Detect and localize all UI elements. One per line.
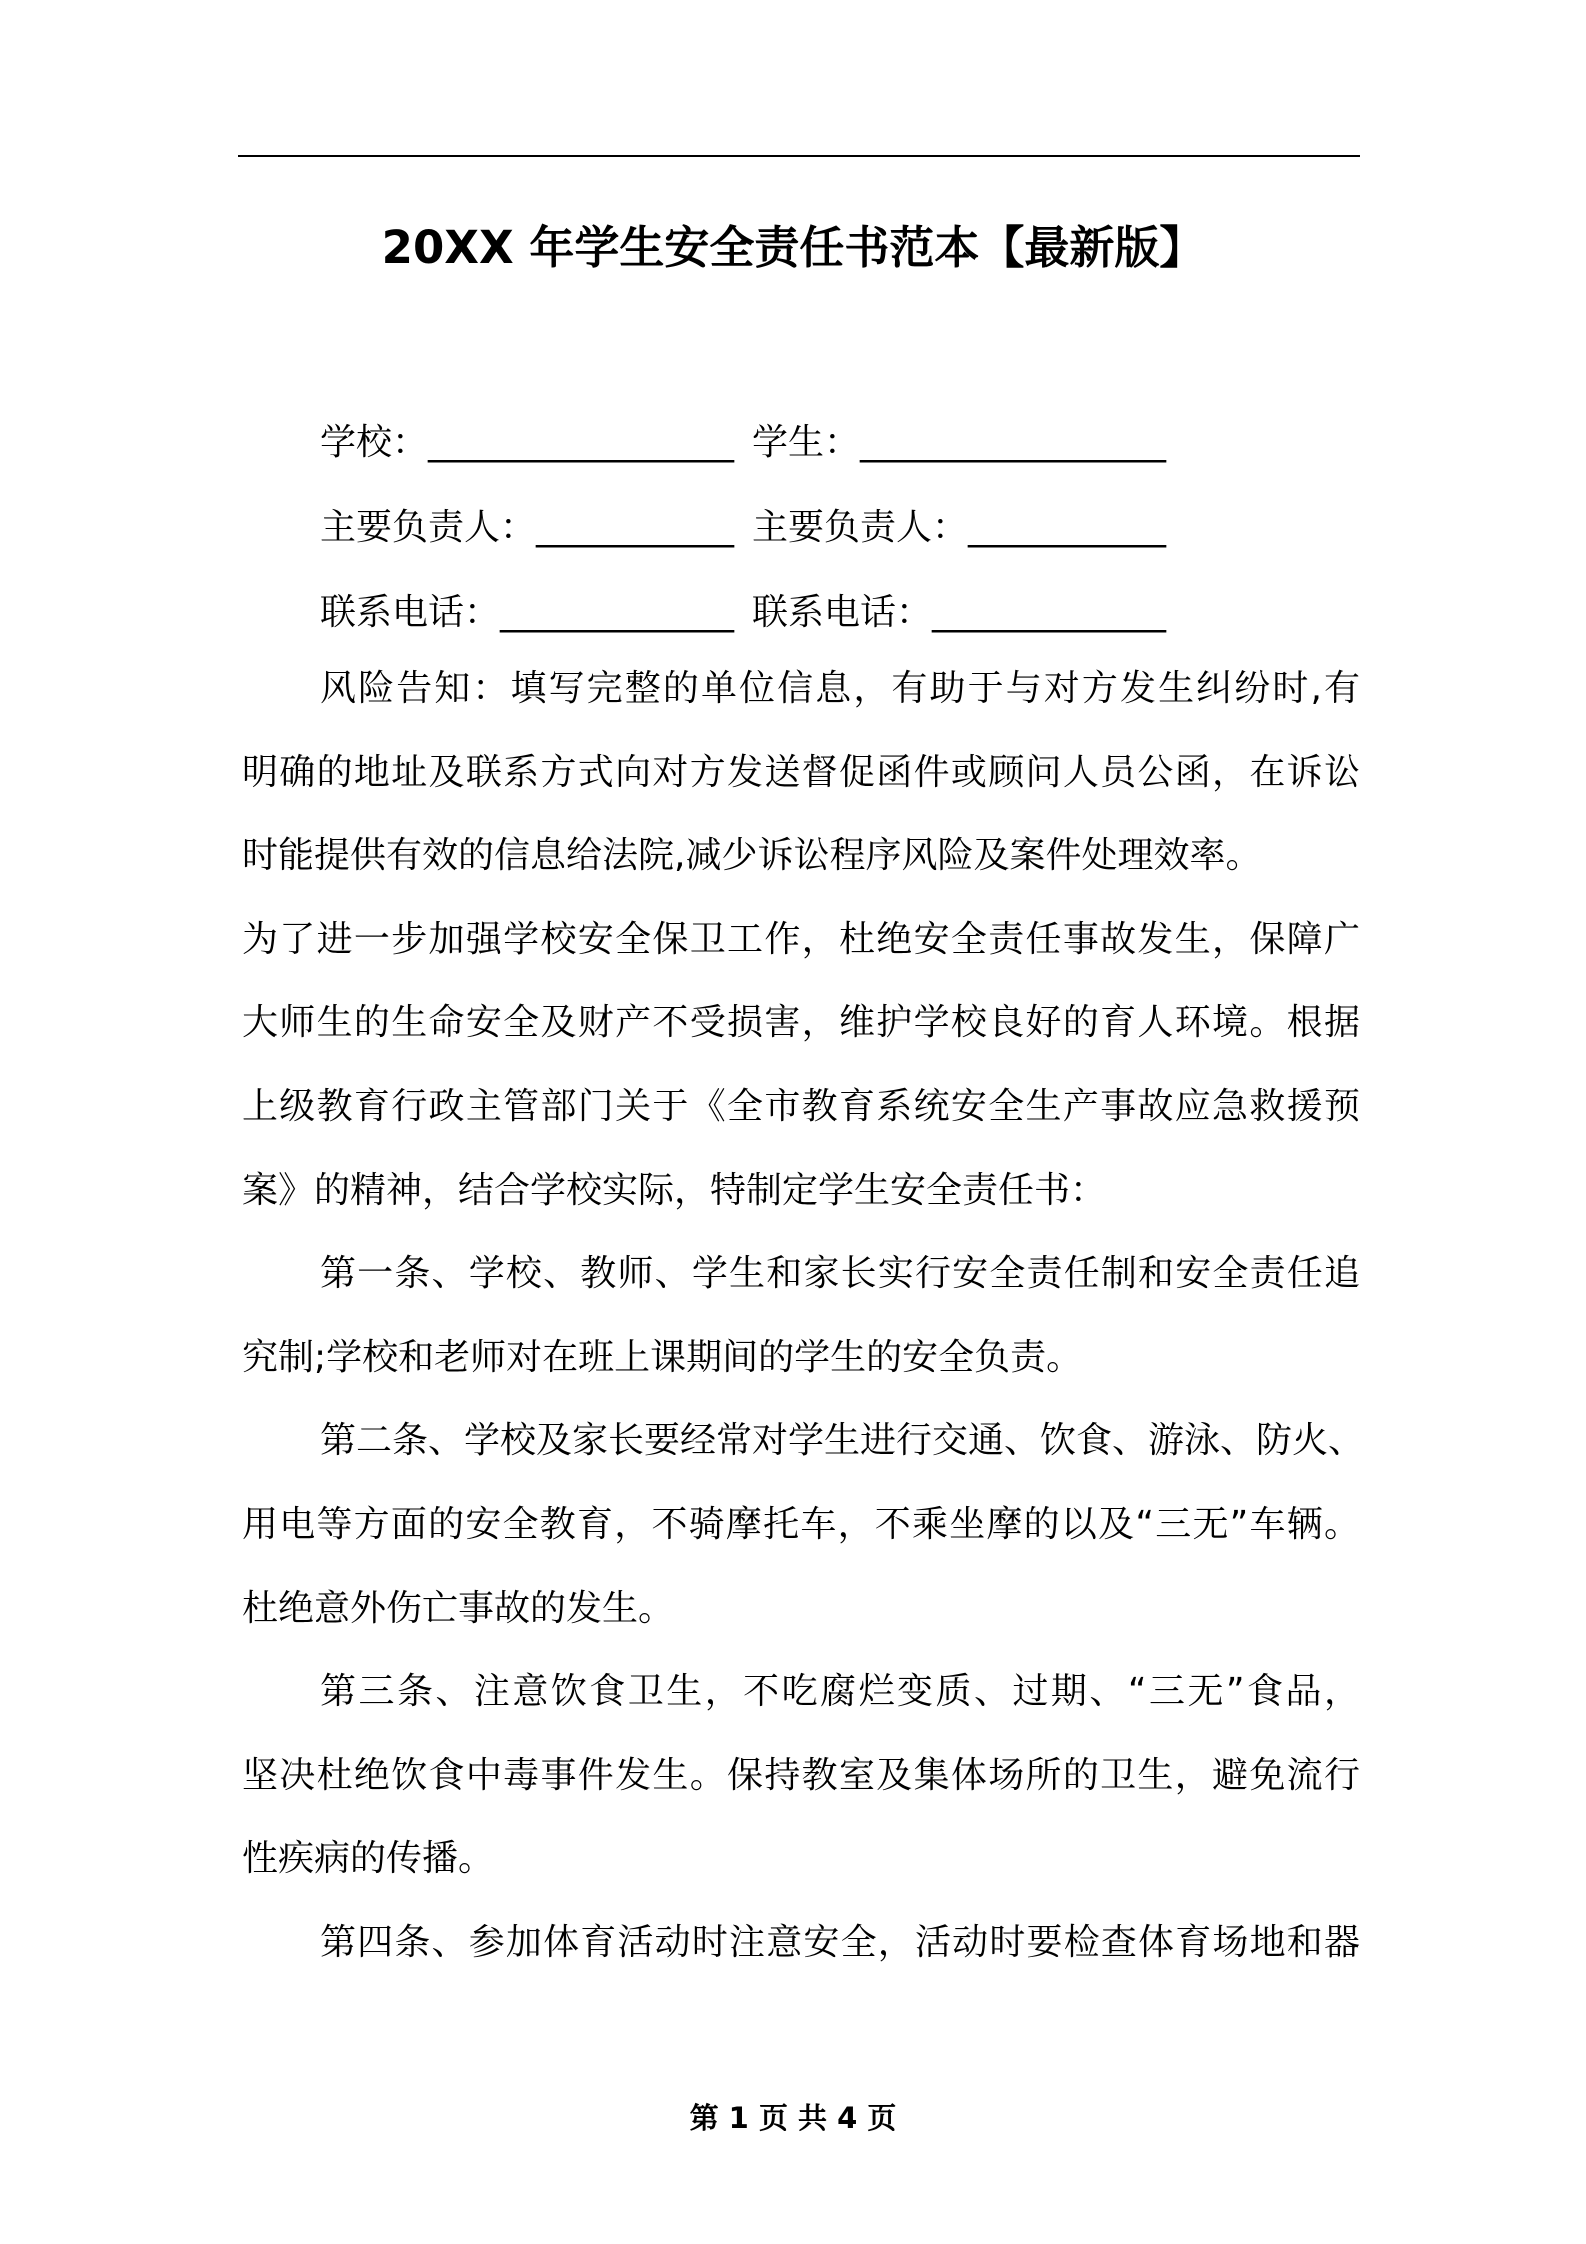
header-rule — [238, 155, 1360, 157]
info-fields — [320, 400, 1166, 655]
blank-school[interactable]: _________________ — [428, 422, 735, 463]
text-line: 第一条、学校、教师、学生和家长实行安全责任制和安全责任追 — [320, 1253, 1360, 1295]
text-line: 上级教育行政主管部门关于《全市教育系统安全生产事故应急救援预 — [242, 1085, 1360, 1127]
blank-phone-2[interactable]: _____________ — [932, 592, 1167, 633]
page-number: 第 1 页 共 4 页 — [689, 2101, 897, 2135]
text-line: 坚决杜绝饮食中毒事件发生。保持教室及集体场所的卫生，避免流行 — [242, 1754, 1360, 1796]
field-label: 学校： — [320, 422, 429, 463]
field-label: 主要负责人： — [752, 507, 969, 548]
field-row-school — [320, 400, 1166, 485]
document-title: 20XX 年学生安全责任书范本【最新版】 — [381, 221, 1205, 274]
field-label: 主要负责人： — [320, 507, 537, 548]
text-line: 案》的精神，结合学校实际，特制定学生安全责任书： — [242, 1169, 1107, 1211]
field-label: 学生： — [752, 422, 861, 463]
text-line: 究制;学校和老师对在班上课期间的学生的安全负责。 — [242, 1336, 1083, 1378]
field-row-principal — [320, 485, 1166, 570]
text-line: 风险告知：填写完整的单位信息，有助于与对方发生纠纷时,有 — [320, 668, 1360, 709]
text-line: 为了进一步加强学校安全保卫工作，杜绝安全责任事故发生，保障广 — [242, 918, 1360, 960]
blank-student[interactable]: _________________ — [860, 422, 1167, 463]
field-row-phone — [320, 570, 1166, 655]
document-body — [242, 647, 1365, 1985]
field-label: 联系电话： — [752, 592, 933, 633]
text-line: 用电等方面的安全教育，不骑摩托车，不乘坐摩的以及“三无”车辆。 — [242, 1503, 1360, 1545]
field-label: 联系电话： — [320, 592, 501, 633]
text-line: 时能提供有效的信息给法院,减少诉讼程序风险及案件处理效率。 — [242, 835, 1262, 877]
text-line: 第四条、参加体育活动时注意安全，活动时要检查体育场地和器 — [320, 1921, 1360, 1963]
text-line: 大师生的生命安全及财产不受损害，维护学校良好的育人环境。根据 — [242, 1002, 1360, 1044]
text-line: 明确的地址及联系方式向对方发送督促函件或顾问人员公函，在诉讼 — [242, 751, 1360, 793]
blank-principal-2[interactable]: ___________ — [968, 507, 1167, 548]
text-line: 第二条、学校及家长要经常对学生进行交通、饮食、游泳、防火、 — [320, 1420, 1365, 1462]
blank-principal-1[interactable]: ___________ — [536, 507, 735, 548]
text-line: 杜绝意外伤亡事故的发生。 — [242, 1587, 675, 1629]
text-line: 性疾病的传播。 — [242, 1838, 495, 1880]
text-line: 第三条、注意饮食卫生，不吃腐烂变质、过期、“三无”食品， — [320, 1671, 1360, 1713]
blank-phone-1[interactable]: _____________ — [500, 592, 735, 633]
